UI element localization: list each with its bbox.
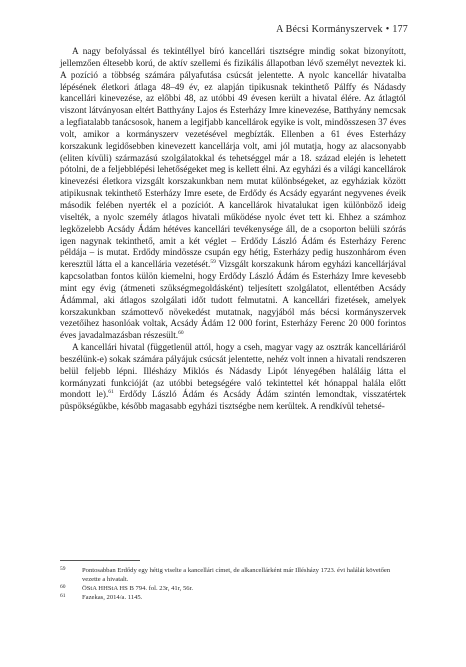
footnote-divider (60, 560, 140, 561)
paragraph-text: Vizsgált korszakunk három egyházi kancellárjával kapcsolatban fontos külön kiemelni, hogy Erdődy László Ádám és Esterházy Imre kevesebb mint egy évig (átmeneti szükségmegoldásként) teljesített szolgálatot, ellentétben Acsády Ádámmal, aki átlagos szolgálati időt tudott felmutatni. A kancellári fizetések, amelyek korszakunkban számottevő növekedést mutatnak, nagyjából más bécsi kormányszervek vezetőihez hasonlóak voltak, Acsády Ádám 12 000 forint, Esterházy Ferenc 20 000 forintos éves javadalmazásban részesült. (60, 259, 406, 341)
paragraph-text: A kancellári hivatal (függetlenül attól, hogy a cseh, magyar vagy az osztrák kancelláriáról beszélünk-e) sokak számára pályájuk csúcsát jelentette, nehéz volt innen a hivatali rendszeren belül feljebb lépni. Illésházy Miklós és Nádasdy Lipót lényegében haláláig látta el kormányzati funkcióját (az utóbbi betegségére való tekintettel két hónappal halála előtt mondott le). (60, 342, 406, 400)
footnotes (60, 566, 406, 602)
footnote (60, 566, 406, 584)
page-number: 177 (392, 24, 408, 35)
footnote-reference[interactable]: 59 (210, 259, 216, 266)
footnote-text: ÖStA HHStA HS B 794. fol. 23r, 41r, 56r. (82, 585, 194, 592)
footnote-text: Fazekas, 2014/a. 1145. (82, 594, 143, 601)
footnote (60, 584, 406, 593)
body-text (60, 46, 406, 413)
footnote-text: Pontosabban Erdődy egy hétig viselte a kancellári címet, de alkancellárként már Illésházy 1723. évi halálát követően vezette a hivatalt. (82, 567, 391, 583)
running-header-title: A Bécsi Kormányszervek (276, 24, 383, 35)
running-header (276, 24, 408, 35)
footnote-number: 60 (60, 584, 66, 590)
paragraph (60, 46, 406, 342)
paragraph-text: Erdődy László Ádám és Acsády Ádám szintén lemondtak, visszatértek püspökségükbe, később magasabb egyházi tisztségbe nem kerültek. A rendkívül tehetsé- (60, 389, 406, 412)
footnote-reference[interactable]: 61 (108, 389, 114, 396)
footnote-reference[interactable]: 60 (178, 330, 184, 337)
running-header-separator: • (385, 24, 390, 35)
paragraph-text: A nagy befolyással és tekintéllyel bíró kancellári tisztségre mindig sokat bizonyított, jellemzően éltesebb korú, de aktív szellemi és fizikális állapotban lévő személyt neveztek ki. A pozíció a többség számára pályafutása csúcsát jelentette. A nyolc kancellár hivatalba lépésének életkori átlaga 48–49 év, ez alapján tipikusnak tekinthető Pálffy és Nádasdy kancellári kinevezése, az előbbi 48, az utóbbi 49 évesen került a hivatal élére. Az átlagtól viszont látványosan eltért Batthyány Lajos és Esterházy Imre kinevezése, Batthyány nemcsak a legfiatalabb tanácsosok, hanem a legifjabb kancellárok egyike is volt, mindösszesen 37 éves volt, amikor a kormányszerv vezetésével megbízták. Ellenben a 61 éves Esterházy korszakunk legidősebben kinevezett kancellárja volt, ami jól mutatja, hogy az alacsonyabb (eliten kívüli) származású szolgálatokkal és tehetséggel már a 18. század elején is lehetett pótolni, de a feljebblépési lehetőségeket meg is kellett élni. Az egyházi és a világi kancellárok kinevezési életkora vizsgált korszakunkban nem mutat különbségeket, az egyháziak között atipikusnak tekinthető Esterházy Imre esete, de Erdődy és Acsády egyaránt negyvenes éveik második felében nyerték el a pozíciót. A kancellárok hivatalukat igen különböző ideig viselték, a nyolc személy átlagos hivatali működése nyolc évet tett ki. Ehhez a számhoz legközelebb Acsády Ádám hétéves kancellári tevékenysége áll, de a csoporton belüli szórás igen nagynak tekinthető, amit a két véglet – Erdődy László Ádám és Esterházy Ferenc példája – is mutat. Erdődy mindössze csupán egy hétig, Esterházy pedig huszonhárom éven keresztül látta el a kancellária vezetését. (60, 46, 406, 270)
footnote (60, 593, 406, 602)
paragraph (60, 342, 406, 413)
footnote-number: 59 (60, 566, 66, 572)
footnote-number: 61 (60, 593, 66, 599)
